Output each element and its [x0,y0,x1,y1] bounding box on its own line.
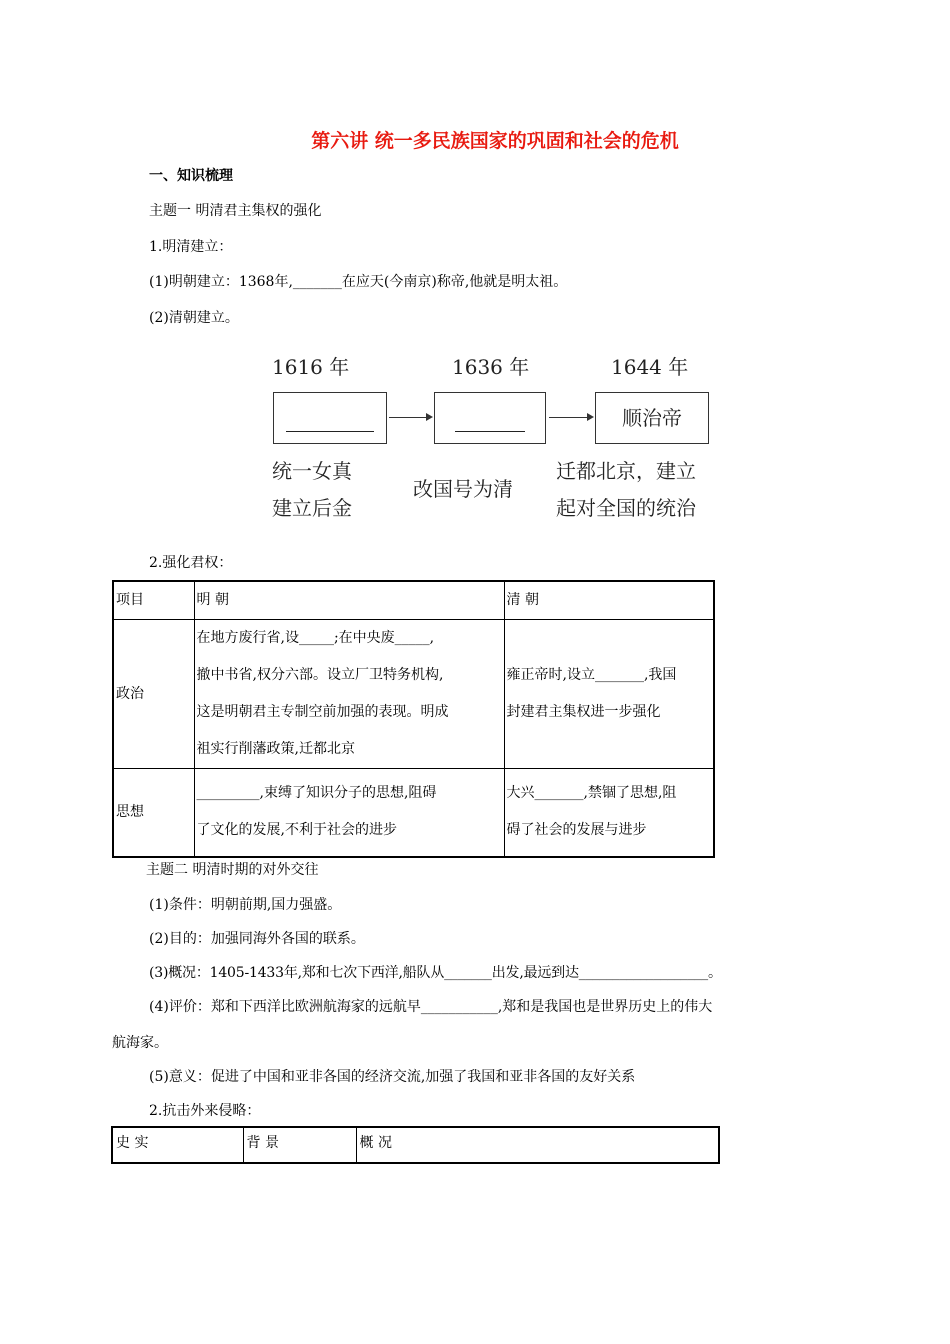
fill-blank [455,431,525,432]
flow-box-2 [434,392,546,444]
cell-line: 碍了社会的发展与进步 [506,822,647,839]
flow-caption-2: 改国号为清 [413,477,513,501]
page-title: 第六讲 统一多民族国家的巩固和社会的危机 [311,130,679,152]
paragraph: (1)条件：明朝前期,国力强盛。 [149,897,342,913]
cell-line: 撤中书省,权分六部。设立厂卫特务机构, [196,667,444,683]
cell-line: _________,束缚了知识分子的思想,阻碍 [196,785,437,802]
cell-line: 了文化的发展,不利于社会的进步 [196,822,397,839]
arrow-icon [549,417,592,418]
flow-year-2: 1636 年 [452,355,530,379]
item-heading: 1.明清建立： [149,239,233,255]
cell-line: 这是明朝君主专制空前加强的表现。明成 [196,704,449,720]
table-cell [504,620,714,769]
resistance-table [111,1126,720,1164]
table-header-row [112,1127,719,1163]
cell-line: 封建君主集权进一步强化 [506,704,661,720]
flow-year-3: 1644 年 [611,355,689,379]
table-header-cell: 清 朝 [504,581,714,620]
flow-year-1: 1616 年 [272,355,350,379]
paragraph: (3)概况：1405-1433年,郑和七次下西洋,船队从_______出发,最远到达___________________。 [149,965,722,981]
paragraph: (2)目的：加强同海外各国的联系。 [149,931,365,947]
table-row [113,769,714,857]
topic-two-heading: 主题二 明清时期的对外交往 [146,862,319,878]
cell-line: 大兴_______,禁锢了思想,阻 [506,785,677,802]
row-label: 政治 [113,620,194,769]
table-header-row [113,581,714,620]
flow-caption-1-line2: 建立后金 [272,496,352,520]
table-header-cell: 项目 [113,581,194,620]
paragraph: (5)意义：促进了中国和亚非各国的经济交流,加强了我国和亚非各国的友好关系 [149,1069,636,1085]
arrow-icon [389,417,431,418]
section-heading: 一、知识梳理 [149,168,233,184]
flow-caption-3-line2: 起对全国的统治 [556,496,696,520]
flow-box-3 [595,392,709,444]
table-row [113,620,714,769]
flow-caption-3-line1: 迁都北京，建立 [556,459,696,483]
flow-box-1 [273,392,387,444]
topic-one-heading: 主题一 明清君主集权的强化 [149,203,322,219]
table-cell [194,769,504,857]
paragraph: (1)明朝建立：1368年,_______在应天(今南京)称帝,他就是明太祖。 [149,274,568,290]
item-heading: 2.抗击外来侵略： [149,1103,261,1119]
cell-line: 雍正帝时,设立_______,我国 [506,667,677,683]
flow-box-3-text: 顺治帝 [622,406,682,430]
table-header-cell: 明 朝 [194,581,504,620]
table-header-cell: 背 景 [243,1127,356,1163]
table-header-cell: 史 实 [112,1127,243,1163]
monarchy-comparison-table [112,580,715,858]
row-label: 思想 [113,769,194,857]
paragraph: (2)清朝建立。 [149,310,239,326]
paragraph: 航海家。 [112,1035,168,1051]
paragraph: (4)评价：郑和下西洋比欧洲航海家的远航早___________,郑和是我国也是世界历史上的伟大 [149,999,713,1015]
cell-line: 祖实行削藩政策,迁都北京 [196,741,355,757]
flow-caption-1-line1: 统一女真 [272,459,352,483]
table-cell [504,769,714,857]
cell-line: 在地方废行省,设_____;在中央废_____, [196,630,435,646]
table-cell [194,620,504,769]
table-header-cell: 概 况 [356,1127,719,1163]
item-heading: 2.强化君权： [149,555,233,571]
fill-blank [286,431,374,432]
